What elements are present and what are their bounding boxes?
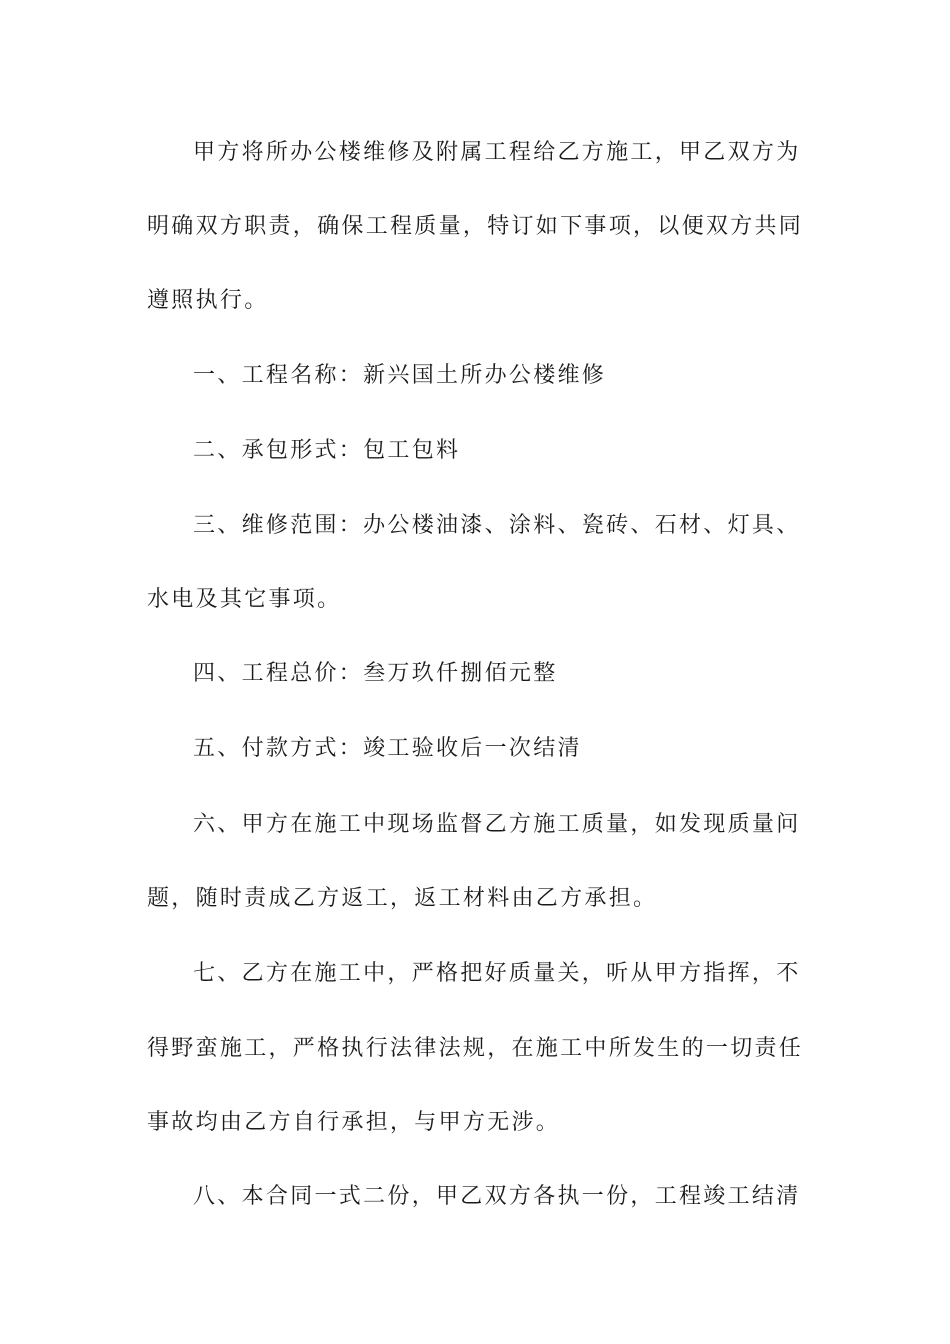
clause-6-line-2: 题，随时责成乙方返工，返工材料由乙方承担。 <box>147 886 658 911</box>
clause-4-total-price: 四、工程总价：叁万玖仟捌佰元整 <box>193 661 558 686</box>
clause-7-line-1: 七、乙方在施工中，严格把好质量关，听从甲方指挥，不 <box>193 961 801 986</box>
paragraph-intro-line-3: 遵照执行。 <box>147 288 269 313</box>
clause-7-line-2: 得野蛮施工，严格执行法律法规，在施工中所发生的一切责任 <box>147 1036 804 1061</box>
clause-8-line-1: 八、本合同一式二份，甲乙双方各执一份，工程竣工结清 <box>193 1184 801 1209</box>
clause-7-line-3: 事故均由乙方自行承担，与甲方无涉。 <box>147 1110 561 1135</box>
paragraph-intro-line-1: 甲方将所办公楼维修及附属工程给乙方施工，甲乙双方为 <box>193 140 801 165</box>
clause-1-project-name: 一、工程名称：新兴国土所办公楼维修 <box>193 363 607 388</box>
clause-3-scope-line-2: 水电及其它事项。 <box>147 587 342 612</box>
paragraph-intro-line-2: 明确双方职责，确保工程质量，特订如下事项，以便双方共同 <box>147 214 804 239</box>
clause-5-payment: 五、付款方式：竣工验收后一次结清 <box>193 736 582 761</box>
clause-3-scope-line-1: 三、维修范围：办公楼油漆、涂料、瓷砖、石材、灯具、 <box>193 513 801 538</box>
clause-2-contract-form: 二、承包形式：包工包料 <box>193 438 461 463</box>
clause-6-line-1: 六、甲方在施工中现场监督乙方施工质量，如发现质量问 <box>193 812 801 837</box>
